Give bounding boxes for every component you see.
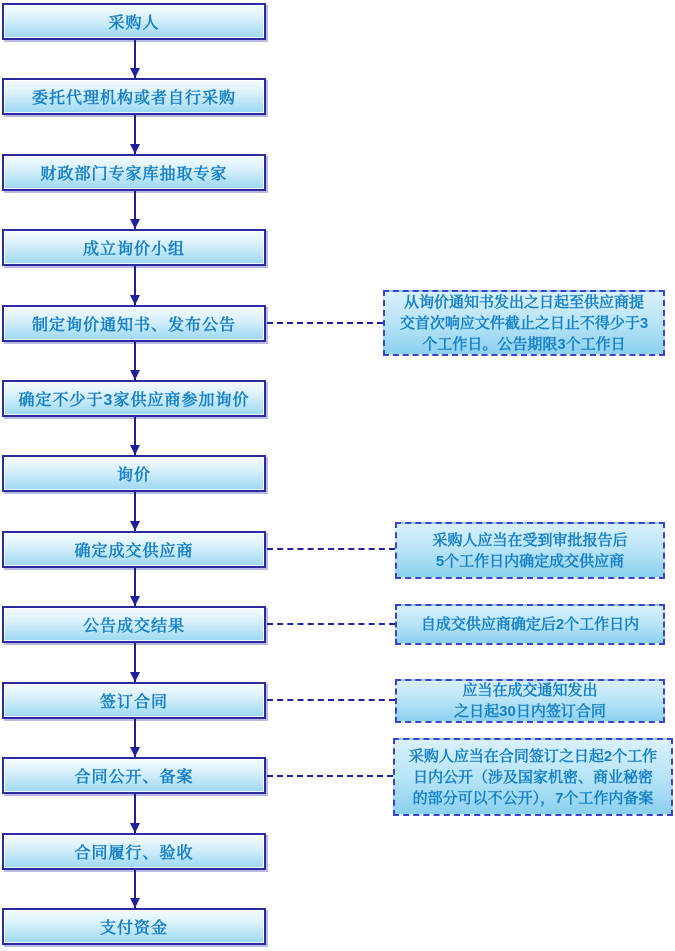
flow-step-inquiry-team: 成立询价小组 (2, 229, 266, 266)
flow-step-confirm-supplier: 确定成交供应商 (2, 531, 266, 568)
down-arrow-icon (134, 417, 136, 455)
flow-step-expert-extraction: 财政部门专家库抽取专家 (2, 154, 266, 191)
down-arrow-icon (134, 719, 136, 757)
down-arrow-icon (134, 794, 136, 833)
dashed-connector (267, 699, 395, 701)
annotation-confirm-supplier: 采购人应当在受到审批报告后 5个工作日内确定成交供应商 (395, 522, 665, 579)
flow-step-min-three-suppliers: 确定不少于3家供应商参加询价 (2, 380, 266, 417)
down-arrow-icon (134, 191, 136, 229)
down-arrow-icon (134, 492, 136, 531)
flow-step-contract-acceptance: 合同履行、验收 (2, 833, 266, 870)
flow-step-inquiry: 询价 (2, 455, 266, 492)
down-arrow-icon (134, 40, 136, 78)
flow-step-payment: 支付资金 (2, 908, 266, 945)
flow-step-purchaser: 采购人 (2, 3, 266, 40)
down-arrow-icon (134, 115, 136, 154)
down-arrow-icon (134, 342, 136, 380)
flow-step-contract-publicize: 合同公开、备案 (2, 757, 266, 794)
flow-step-notice-announcement: 制定询价通知书、发布公告 (2, 305, 266, 342)
down-arrow-icon (134, 266, 136, 305)
down-arrow-icon (134, 643, 136, 682)
flow-step-announce-result: 公告成交结果 (2, 606, 266, 643)
down-arrow-icon (134, 870, 136, 908)
annotation-publicize-record: 采购人应当在合同签订之日起2个工作 日内公开（涉及国家机密、商业秘密 的部分可以不公开），7个工作内备案 (393, 738, 673, 816)
flow-step-delegate-agency: 委托代理机构或者自行采购 (2, 78, 266, 115)
dashed-connector (267, 548, 395, 550)
dashed-connector (267, 322, 383, 324)
dashed-connector (267, 775, 393, 777)
flow-step-sign-contract: 签订合同 (2, 682, 266, 719)
annotation-sign-deadline: 应当在成交通知发出 之日起30日内签订合同 (395, 679, 665, 723)
down-arrow-icon (134, 568, 136, 606)
annotation-notice-period: 从询价通知书发出之日起至供应商提 交首次响应文件截止之日止不得少于3 个工作日。公告期限3个工作日 (383, 290, 665, 356)
dashed-connector (267, 623, 395, 625)
annotation-announce-deadline: 自成交供应商确定后2个工作日内 (395, 604, 665, 645)
